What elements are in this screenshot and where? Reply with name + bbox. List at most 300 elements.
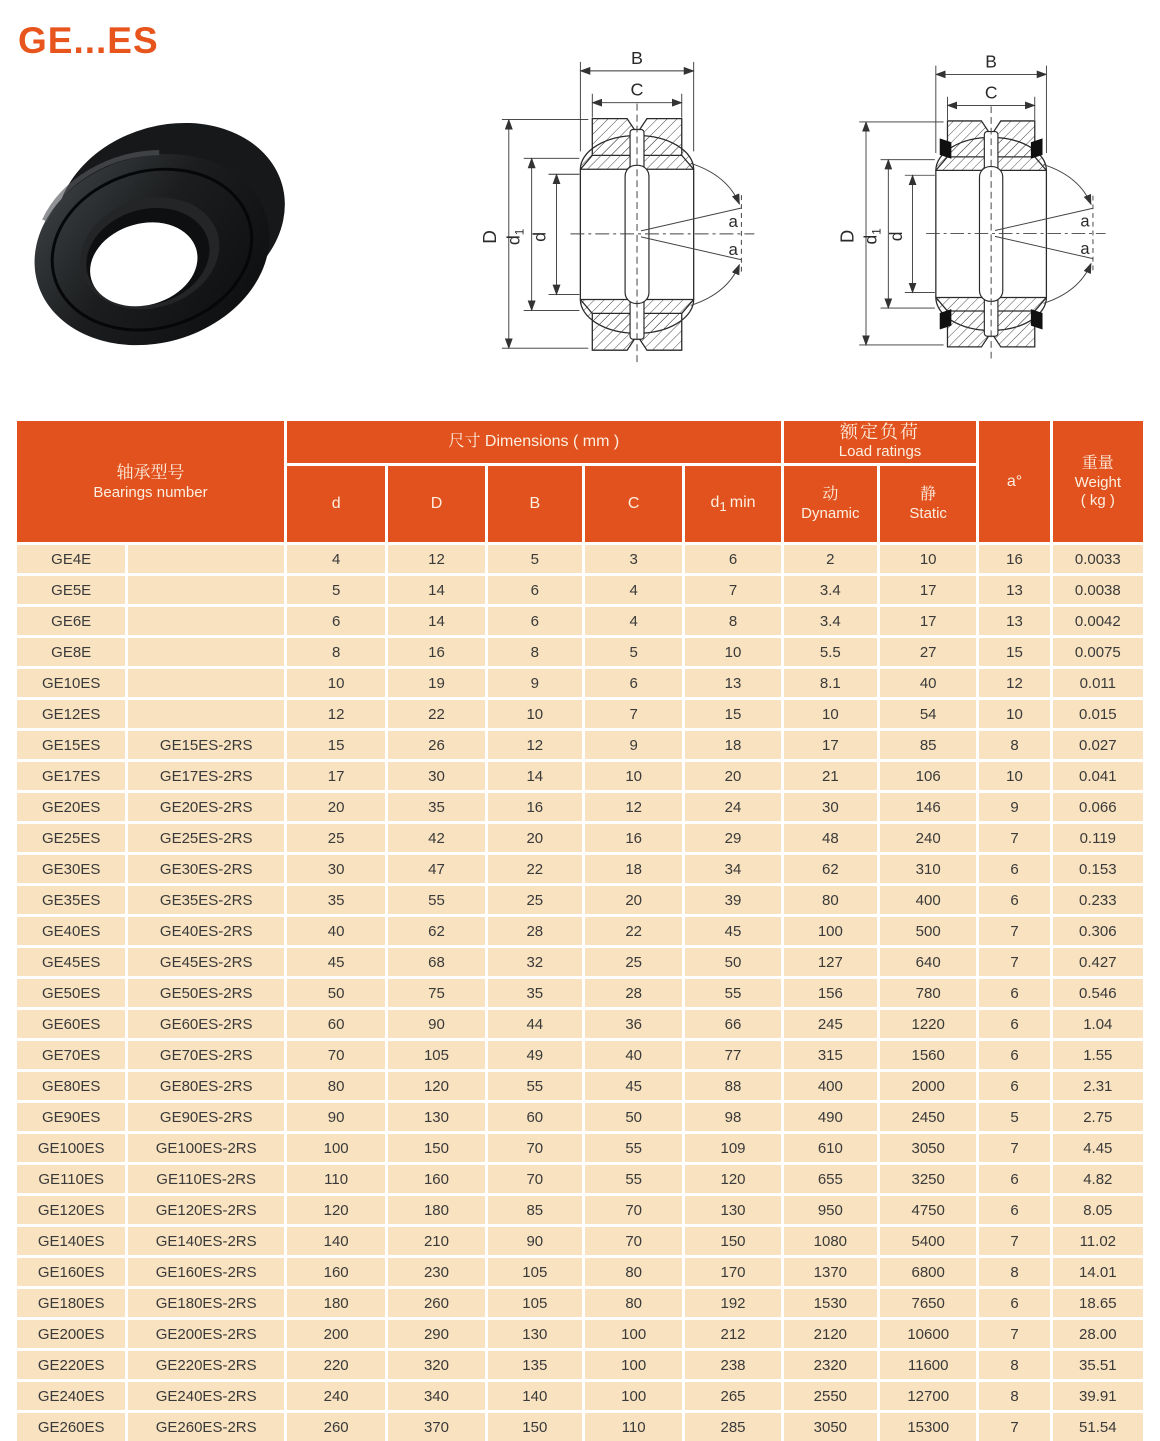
header-weight: 重量 Weight ( kg ) xyxy=(1053,421,1143,542)
value-cell-C: 3 xyxy=(585,545,682,573)
value-cell-angle: 6 xyxy=(979,1289,1049,1317)
page-title: GE...ES xyxy=(18,20,159,61)
bearing-number-2rs-cell: GE25ES-2RS xyxy=(128,824,284,852)
value-cell-dynamic: 950 xyxy=(784,1196,877,1224)
value-cell-B: 70 xyxy=(488,1134,582,1162)
angle-label-a-lower: a xyxy=(1080,239,1090,258)
bearing-number-2rs-cell: GE17ES-2RS xyxy=(128,762,284,790)
bearing-number-cell: GE100ES xyxy=(17,1134,125,1162)
value-cell-D: 150 xyxy=(388,1134,484,1162)
value-cell-B: 60 xyxy=(488,1103,582,1131)
value-cell-angle: 5 xyxy=(979,1103,1049,1131)
value-cell-weight: 1.04 xyxy=(1053,1010,1143,1038)
table-row xyxy=(17,1289,1143,1317)
value-cell-static: 5400 xyxy=(880,1227,976,1255)
value-cell-D: 75 xyxy=(388,979,484,1007)
value-cell-static: 310 xyxy=(880,855,976,883)
value-cell-dynamic: 62 xyxy=(784,855,877,883)
value-cell-weight: 51.54 xyxy=(1053,1413,1143,1441)
value-cell-D: 22 xyxy=(388,700,484,728)
value-cell-d1min: 39 xyxy=(685,886,780,914)
value-cell-C: 10 xyxy=(585,762,682,790)
value-cell-D: 12 xyxy=(388,545,484,573)
value-cell-C: 45 xyxy=(585,1072,682,1100)
bearing-number-cell: GE260ES xyxy=(17,1413,125,1441)
value-cell-angle: 13 xyxy=(979,607,1049,635)
bearing-photo xyxy=(16,92,304,384)
value-cell-static: 240 xyxy=(880,824,976,852)
value-cell-C: 9 xyxy=(585,731,682,759)
value-cell-angle: 7 xyxy=(979,1227,1049,1255)
value-cell-C: 28 xyxy=(585,979,682,1007)
value-cell-d: 180 xyxy=(287,1289,385,1317)
bearing-number-2rs-cell: GE30ES-2RS xyxy=(128,855,284,883)
value-cell-D: 55 xyxy=(388,886,484,914)
value-cell-dynamic: 3050 xyxy=(784,1413,877,1441)
table-row xyxy=(17,1258,1143,1286)
value-cell-C: 4 xyxy=(585,607,682,635)
value-cell-static: 11600 xyxy=(880,1351,976,1379)
value-cell-d: 40 xyxy=(287,917,385,945)
value-cell-static: 15300 xyxy=(880,1413,976,1441)
value-cell-D: 260 xyxy=(388,1289,484,1317)
value-cell-static: 54 xyxy=(880,700,976,728)
value-cell-angle: 6 xyxy=(979,1010,1049,1038)
value-cell-C: 100 xyxy=(585,1320,682,1348)
value-cell-angle: 7 xyxy=(979,1413,1049,1441)
bearing-number-cell: GE45ES xyxy=(17,948,125,976)
value-cell-d1min: 13 xyxy=(685,669,780,697)
bearing-number-cell: GE200ES xyxy=(17,1320,125,1348)
header-col-d1min: $d_1$ min xyxy=(685,466,780,542)
value-cell-d: 110 xyxy=(287,1165,385,1193)
value-cell-dynamic: 156 xyxy=(784,979,877,1007)
value-cell-d1min: 192 xyxy=(685,1289,780,1317)
value-cell-d1min: 88 xyxy=(685,1072,780,1100)
value-cell-C: 20 xyxy=(585,886,682,914)
dimension-label-C: C xyxy=(630,79,644,100)
dimension-label-D: D xyxy=(479,230,501,244)
value-cell-weight: 4.45 xyxy=(1053,1134,1143,1162)
value-cell-C: 36 xyxy=(585,1010,682,1038)
value-cell-static: 85 xyxy=(880,731,976,759)
value-cell-d1min: 130 xyxy=(685,1196,780,1224)
value-cell-D: 42 xyxy=(388,824,484,852)
bearing-number-cell: GE20ES xyxy=(17,793,125,821)
bearing-number-2rs-cell: GE260ES-2RS xyxy=(128,1413,284,1441)
value-cell-static: 640 xyxy=(880,948,976,976)
value-cell-dynamic: 8.1 xyxy=(784,669,877,697)
value-cell-C: 12 xyxy=(585,793,682,821)
table-row xyxy=(17,1351,1143,1379)
value-cell-B: 5 xyxy=(488,545,582,573)
value-cell-C: 80 xyxy=(585,1289,682,1317)
value-cell-D: 130 xyxy=(388,1103,484,1131)
value-cell-B: 44 xyxy=(488,1010,582,1038)
value-cell-C: 22 xyxy=(585,917,682,945)
header-col-static: 静 Static xyxy=(880,466,976,542)
value-cell-weight: 0.011 xyxy=(1053,669,1143,697)
bearing-number-cell: GE25ES xyxy=(17,824,125,852)
dimension-label-D: D xyxy=(836,229,858,244)
value-cell-angle: 7 xyxy=(979,948,1049,976)
value-cell-static: 780 xyxy=(880,979,976,1007)
bearing-number-2rs-cell: GE40ES-2RS xyxy=(128,917,284,945)
header-load-ratings: 额定负荷 Load ratings xyxy=(784,421,977,463)
value-cell-dynamic: 2320 xyxy=(784,1351,877,1379)
value-cell-D: 210 xyxy=(388,1227,484,1255)
bearing-number-cell: GE70ES xyxy=(17,1041,125,1069)
value-cell-static: 3050 xyxy=(880,1134,976,1162)
value-cell-d: 6 xyxy=(287,607,385,635)
value-cell-angle: 13 xyxy=(979,576,1049,604)
value-cell-d: 12 xyxy=(287,700,385,728)
bearing-cross-section-diagram xyxy=(476,44,806,387)
table-row xyxy=(17,1103,1143,1131)
value-cell-dynamic: 1080 xyxy=(784,1227,877,1255)
value-cell-weight: 0.066 xyxy=(1053,793,1143,821)
value-cell-d: 5 xyxy=(287,576,385,604)
value-cell-weight: 0.0038 xyxy=(1053,576,1143,604)
bearing-number-2rs-cell: GE80ES-2RS xyxy=(128,1072,284,1100)
value-cell-d1min: 212 xyxy=(685,1320,780,1348)
angle-label-a-upper: a xyxy=(728,211,738,231)
value-cell-B: 130 xyxy=(488,1320,582,1348)
table-row xyxy=(17,545,1143,573)
value-cell-d: 17 xyxy=(287,762,385,790)
value-cell-C: 40 xyxy=(585,1041,682,1069)
value-cell-weight: 0.027 xyxy=(1053,731,1143,759)
value-cell-static: 10600 xyxy=(880,1320,976,1348)
value-cell-dynamic: 3.4 xyxy=(784,607,877,635)
value-cell-d1min: 55 xyxy=(685,979,780,1007)
value-cell-d1min: 170 xyxy=(685,1258,780,1286)
value-cell-static: 500 xyxy=(880,917,976,945)
value-cell-C: 5 xyxy=(585,638,682,666)
value-cell-d: 4 xyxy=(287,545,385,573)
value-cell-B: 140 xyxy=(488,1382,582,1410)
value-cell-C: 80 xyxy=(585,1258,682,1286)
value-cell-D: 16 xyxy=(388,638,484,666)
table-row xyxy=(17,1072,1143,1100)
value-cell-weight: 1.55 xyxy=(1053,1041,1143,1069)
value-cell-angle: 8 xyxy=(979,1351,1049,1379)
value-cell-B: 14 xyxy=(488,762,582,790)
value-cell-d1min: 98 xyxy=(685,1103,780,1131)
value-cell-angle: 7 xyxy=(979,1134,1049,1162)
value-cell-static: 1560 xyxy=(880,1041,976,1069)
header-col-dynamic: 动 Dynamic xyxy=(784,466,877,542)
value-cell-dynamic: 1370 xyxy=(784,1258,877,1286)
value-cell-static: 146 xyxy=(880,793,976,821)
table-row xyxy=(17,979,1143,1007)
value-cell-D: 160 xyxy=(388,1165,484,1193)
value-cell-weight: 0.015 xyxy=(1053,700,1143,728)
bearing-number-cell: GE12ES xyxy=(17,700,125,728)
dimension-label-C: C xyxy=(984,82,998,103)
value-cell-static: 17 xyxy=(880,607,976,635)
value-cell-D: 26 xyxy=(388,731,484,759)
value-cell-B: 10 xyxy=(488,700,582,728)
value-cell-dynamic: 21 xyxy=(784,762,877,790)
value-cell-dynamic: 315 xyxy=(784,1041,877,1069)
bearing-number-cell: GE17ES xyxy=(17,762,125,790)
value-cell-d: 50 xyxy=(287,979,385,1007)
value-cell-weight: 0.153 xyxy=(1053,855,1143,883)
value-cell-static: 2000 xyxy=(880,1072,976,1100)
value-cell-d1min: 109 xyxy=(685,1134,780,1162)
value-cell-C: 110 xyxy=(585,1413,682,1441)
value-cell-B: 70 xyxy=(488,1165,582,1193)
value-cell-D: 120 xyxy=(388,1072,484,1100)
value-cell-D: 90 xyxy=(388,1010,484,1038)
value-cell-D: 180 xyxy=(388,1196,484,1224)
value-cell-D: 14 xyxy=(388,576,484,604)
value-cell-d: 60 xyxy=(287,1010,385,1038)
value-cell-d: 15 xyxy=(287,731,385,759)
value-cell-d: 80 xyxy=(287,1072,385,1100)
value-cell-d1min: 45 xyxy=(685,917,780,945)
header-bearings-number: 轴承型号 Bearings number xyxy=(17,421,284,542)
value-cell-B: 105 xyxy=(488,1289,582,1317)
table-row xyxy=(17,1413,1143,1441)
bearing-number-cell: GE120ES xyxy=(17,1196,125,1224)
value-cell-angle: 7 xyxy=(979,824,1049,852)
value-cell-static: 6800 xyxy=(880,1258,976,1286)
value-cell-static: 10 xyxy=(880,545,976,573)
table-row xyxy=(17,762,1143,790)
bearing-number-2rs-cell xyxy=(128,638,284,666)
value-cell-D: 105 xyxy=(388,1041,484,1069)
value-cell-B: 20 xyxy=(488,824,582,852)
value-cell-B: 25 xyxy=(488,886,582,914)
table-row xyxy=(17,1010,1143,1038)
table-row xyxy=(17,1041,1143,1069)
dimension-label-B: B xyxy=(631,47,643,68)
table-row xyxy=(17,886,1143,914)
bearing-number-2rs-cell: GE70ES-2RS xyxy=(128,1041,284,1069)
angle-label-a-lower: a xyxy=(728,239,738,259)
value-cell-angle: 8 xyxy=(979,1258,1049,1286)
value-cell-angle: 10 xyxy=(979,700,1049,728)
value-cell-angle: 6 xyxy=(979,979,1049,1007)
value-cell-C: 55 xyxy=(585,1165,682,1193)
header-angle: a° xyxy=(979,421,1049,542)
value-cell-d: 8 xyxy=(287,638,385,666)
value-cell-weight: 18.65 xyxy=(1053,1289,1143,1317)
value-cell-D: 19 xyxy=(388,669,484,697)
value-cell-angle: 6 xyxy=(979,1165,1049,1193)
value-cell-dynamic: 1530 xyxy=(784,1289,877,1317)
value-cell-D: 35 xyxy=(388,793,484,821)
bearing-number-cell: GE8E xyxy=(17,638,125,666)
value-cell-angle: 6 xyxy=(979,1072,1049,1100)
value-cell-angle: 6 xyxy=(979,855,1049,883)
bearing-number-cell: GE5E xyxy=(17,576,125,604)
value-cell-d1min: 34 xyxy=(685,855,780,883)
value-cell-static: 2450 xyxy=(880,1103,976,1131)
bearing-number-cell: GE240ES xyxy=(17,1382,125,1410)
value-cell-d1min: 66 xyxy=(685,1010,780,1038)
value-cell-B: 6 xyxy=(488,607,582,635)
bearing-number-2rs-cell xyxy=(128,607,284,635)
value-cell-weight: 11.02 xyxy=(1053,1227,1143,1255)
table-row xyxy=(17,1320,1143,1348)
bearing-number-cell: GE110ES xyxy=(17,1165,125,1193)
bearing-number-2rs-cell: GE90ES-2RS xyxy=(128,1103,284,1131)
value-cell-dynamic: 3.4 xyxy=(784,576,877,604)
value-cell-weight: 14.01 xyxy=(1053,1258,1143,1286)
value-cell-weight: 8.05 xyxy=(1053,1196,1143,1224)
bearing-number-2rs-cell: GE140ES-2RS xyxy=(128,1227,284,1255)
value-cell-d: 200 xyxy=(287,1320,385,1348)
dimension-label-d: d xyxy=(885,231,906,242)
value-cell-angle: 10 xyxy=(979,762,1049,790)
value-cell-B: 85 xyxy=(488,1196,582,1224)
value-cell-static: 400 xyxy=(880,886,976,914)
value-cell-d: 90 xyxy=(287,1103,385,1131)
bearing-number-2rs-cell: GE50ES-2RS xyxy=(128,979,284,1007)
value-cell-B: 55 xyxy=(488,1072,582,1100)
value-cell-d: 120 xyxy=(287,1196,385,1224)
value-cell-static: 17 xyxy=(880,576,976,604)
value-cell-d: 70 xyxy=(287,1041,385,1069)
value-cell-d: 35 xyxy=(287,886,385,914)
table-row xyxy=(17,1165,1143,1193)
value-cell-dynamic: 245 xyxy=(784,1010,877,1038)
value-cell-B: 90 xyxy=(488,1227,582,1255)
bearing-number-cell: GE35ES xyxy=(17,886,125,914)
table-row xyxy=(17,855,1143,883)
value-cell-angle: 8 xyxy=(979,731,1049,759)
value-cell-dynamic: 30 xyxy=(784,793,877,821)
table-row xyxy=(17,793,1143,821)
value-cell-static: 7650 xyxy=(880,1289,976,1317)
value-cell-D: 62 xyxy=(388,917,484,945)
dimension-label-B: B xyxy=(985,51,997,72)
value-cell-D: 370 xyxy=(388,1413,484,1441)
table-row xyxy=(17,948,1143,976)
bearing-number-cell: GE15ES xyxy=(17,731,125,759)
dimension-label-d: d xyxy=(529,231,550,242)
value-cell-C: 50 xyxy=(585,1103,682,1131)
header-col-D: D xyxy=(388,466,484,542)
bearing-number-2rs-cell xyxy=(128,576,284,604)
bearing-number-2rs-cell: GE160ES-2RS xyxy=(128,1258,284,1286)
value-cell-D: 68 xyxy=(388,948,484,976)
value-cell-angle: 8 xyxy=(979,1382,1049,1410)
value-cell-d1min: 7 xyxy=(685,576,780,604)
header-col-B: B xyxy=(488,466,582,542)
value-cell-static: 40 xyxy=(880,669,976,697)
value-cell-dynamic: 100 xyxy=(784,917,877,945)
dimension-label-d1: $d_1$ xyxy=(503,228,527,246)
bearing-number-2rs-cell: GE100ES-2RS xyxy=(128,1134,284,1162)
table-body xyxy=(17,545,1143,1441)
value-cell-d: 20 xyxy=(287,793,385,821)
value-cell-C: 100 xyxy=(585,1382,682,1410)
bearing-number-2rs-cell xyxy=(128,700,284,728)
bearing-number-2rs-cell: GE45ES-2RS xyxy=(128,948,284,976)
value-cell-angle: 7 xyxy=(979,1320,1049,1348)
value-cell-D: 230 xyxy=(388,1258,484,1286)
value-cell-d: 10 xyxy=(287,669,385,697)
value-cell-d1min: 120 xyxy=(685,1165,780,1193)
value-cell-B: 35 xyxy=(488,979,582,1007)
value-cell-B: 32 xyxy=(488,948,582,976)
value-cell-weight: 0.233 xyxy=(1053,886,1143,914)
bearing-number-2rs-cell: GE120ES-2RS xyxy=(128,1196,284,1224)
value-cell-static: 12700 xyxy=(880,1382,976,1410)
bearing-number-cell: GE40ES xyxy=(17,917,125,945)
table-row xyxy=(17,1134,1143,1162)
value-cell-d1min: 238 xyxy=(685,1351,780,1379)
bearing-number-2rs-cell xyxy=(128,545,284,573)
value-cell-dynamic: 2550 xyxy=(784,1382,877,1410)
value-cell-weight: 39.91 xyxy=(1053,1382,1143,1410)
table-row xyxy=(17,917,1143,945)
value-cell-angle: 6 xyxy=(979,886,1049,914)
value-cell-d1min: 8 xyxy=(685,607,780,635)
value-cell-weight: 0.119 xyxy=(1053,824,1143,852)
bearing-number-cell: GE30ES xyxy=(17,855,125,883)
value-cell-dynamic: 17 xyxy=(784,731,877,759)
value-cell-B: 105 xyxy=(488,1258,582,1286)
value-cell-B: 135 xyxy=(488,1351,582,1379)
table-row xyxy=(17,700,1143,728)
bearing-number-cell: GE80ES xyxy=(17,1072,125,1100)
header-dimensions: 尺寸 Dimensions ( mm ) xyxy=(287,421,781,463)
bearing-number-cell: GE4E xyxy=(17,545,125,573)
value-cell-B: 8 xyxy=(488,638,582,666)
value-cell-C: 6 xyxy=(585,669,682,697)
value-cell-angle: 12 xyxy=(979,669,1049,697)
value-cell-weight: 0.0033 xyxy=(1053,545,1143,573)
value-cell-weight: 0.041 xyxy=(1053,762,1143,790)
value-cell-d1min: 77 xyxy=(685,1041,780,1069)
value-cell-d1min: 10 xyxy=(685,638,780,666)
value-cell-weight: 0.546 xyxy=(1053,979,1143,1007)
value-cell-angle: 15 xyxy=(979,638,1049,666)
value-cell-weight: 0.306 xyxy=(1053,917,1143,945)
bearing-number-cell: GE50ES xyxy=(17,979,125,1007)
value-cell-d: 240 xyxy=(287,1382,385,1410)
value-cell-weight: 4.82 xyxy=(1053,1165,1143,1193)
value-cell-C: 25 xyxy=(585,948,682,976)
value-cell-d: 30 xyxy=(287,855,385,883)
header-col-C: C xyxy=(585,466,682,542)
value-cell-B: 6 xyxy=(488,576,582,604)
bearing-number-cell: GE180ES xyxy=(17,1289,125,1317)
value-cell-D: 14 xyxy=(388,607,484,635)
table-row xyxy=(17,824,1143,852)
value-cell-C: 7 xyxy=(585,700,682,728)
value-cell-d: 140 xyxy=(287,1227,385,1255)
table-row xyxy=(17,731,1143,759)
value-cell-B: 9 xyxy=(488,669,582,697)
table-row xyxy=(17,638,1143,666)
value-cell-d1min: 15 xyxy=(685,700,780,728)
value-cell-d1min: 29 xyxy=(685,824,780,852)
bearing-number-2rs-cell: GE180ES-2RS xyxy=(128,1289,284,1317)
value-cell-dynamic: 127 xyxy=(784,948,877,976)
value-cell-static: 27 xyxy=(880,638,976,666)
value-cell-d: 260 xyxy=(287,1413,385,1441)
value-cell-dynamic: 655 xyxy=(784,1165,877,1193)
value-cell-d: 100 xyxy=(287,1134,385,1162)
value-cell-B: 49 xyxy=(488,1041,582,1069)
table-row xyxy=(17,576,1143,604)
